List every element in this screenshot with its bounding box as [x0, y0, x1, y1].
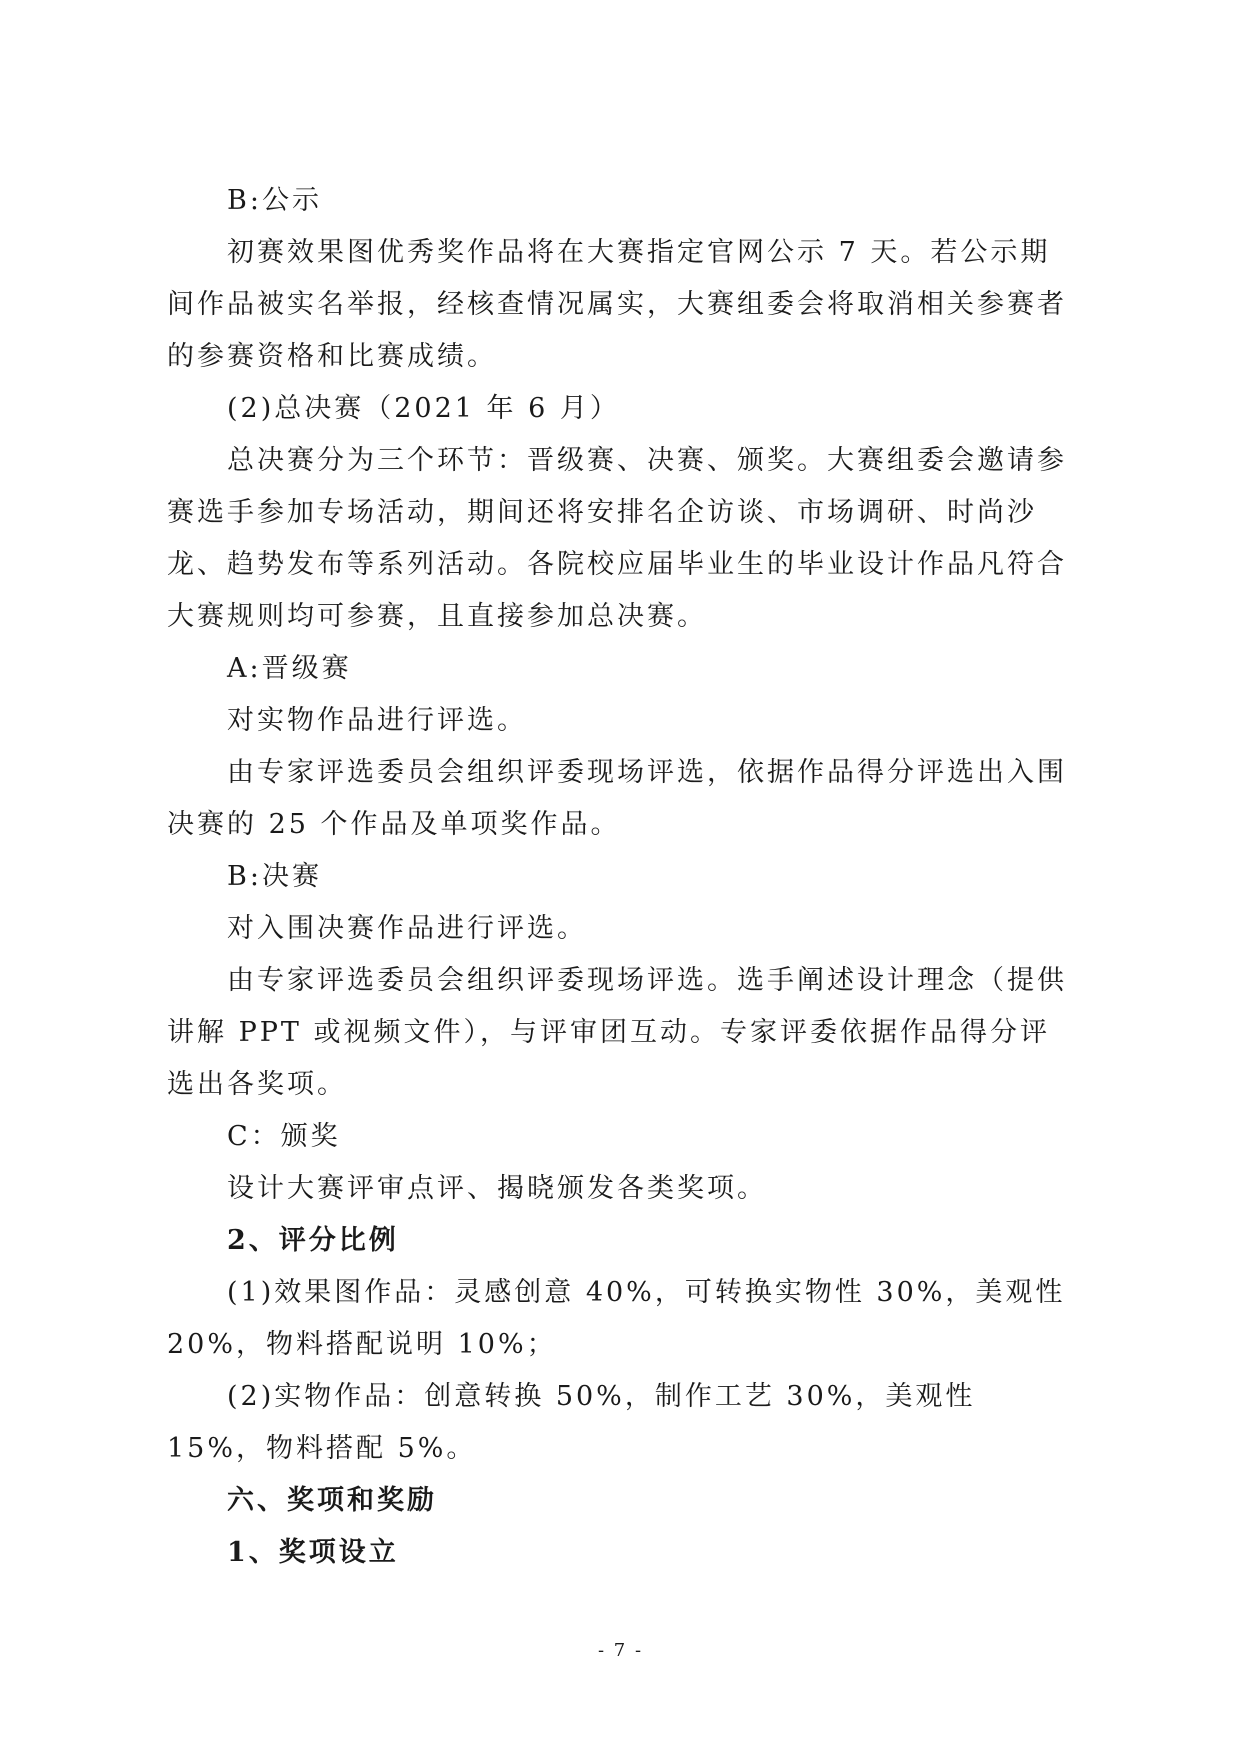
paragraph-final-round-body: 由专家评选委员会组织评委现场评选。选手阐述设计理念（提供讲解 PPT 或视频文件），与评审团互动。专家评委依据作品得分评选出各奖项。 — [167, 965, 1067, 1100]
subheading-promotion-round: A:晋级赛 — [227, 653, 352, 684]
section-heading-award-setup: 1、奖项设立 — [227, 1537, 399, 1568]
page-number: - 7 - — [597, 1640, 644, 1661]
section-heading-scoring: 2、评分比例 — [227, 1225, 399, 1256]
paragraph-scoring-rendering: (1)效果图作品：灵感创意 40%，可转换实物性 30%，美观性 20%，物料搭配说明 10%； — [167, 1277, 1066, 1360]
paragraph-final-round-intro: 对入围决赛作品进行评选。 — [227, 913, 587, 944]
subheading-final-round: B:决赛 — [227, 861, 322, 892]
paragraph-finals-body: 总决赛分为三个环节：晋级赛、决赛、颁奖。大赛组委会邀请参赛选手参加专场活动，期间还将安排名企访谈、市场调研、时尚沙龙、趋势发布等系列活动。各院校应届毕业生的毕业设计作品凡符合大赛规则均可参赛，且直接参加总决赛。 — [167, 445, 1067, 632]
subheading-finals: (2)总决赛（2021 年 6 月） — [227, 393, 620, 424]
subheading-awarding: C：颁奖 — [227, 1121, 341, 1152]
chapter-heading-awards: 六、奖项和奖励 — [227, 1485, 437, 1516]
paragraph-scoring-physical: (2)实物作品：创意转换 50%，制作工艺 30%，美观性 15%，物料搭配 5%。 — [167, 1381, 976, 1464]
paragraph-publicity-body: 初赛效果图优秀奖作品将在大赛指定官网公示 7 天。若公示期间作品被实名举报，经核查情况属实，大赛组委会将取消相关参赛者的参赛资格和比赛成绩。 — [167, 237, 1067, 372]
paragraph-promotion-intro: 对实物作品进行评选。 — [227, 705, 527, 736]
paragraph-promotion-body: 由专家评选委员会组织评委现场评选，依据作品得分评选出入围决赛的 25 个作品及单项奖作品。 — [167, 757, 1067, 840]
subheading-publicity: B:公示 — [227, 185, 322, 216]
paragraph-awarding-body: 设计大赛评审点评、揭晓颁发各类奖项。 — [227, 1173, 767, 1204]
